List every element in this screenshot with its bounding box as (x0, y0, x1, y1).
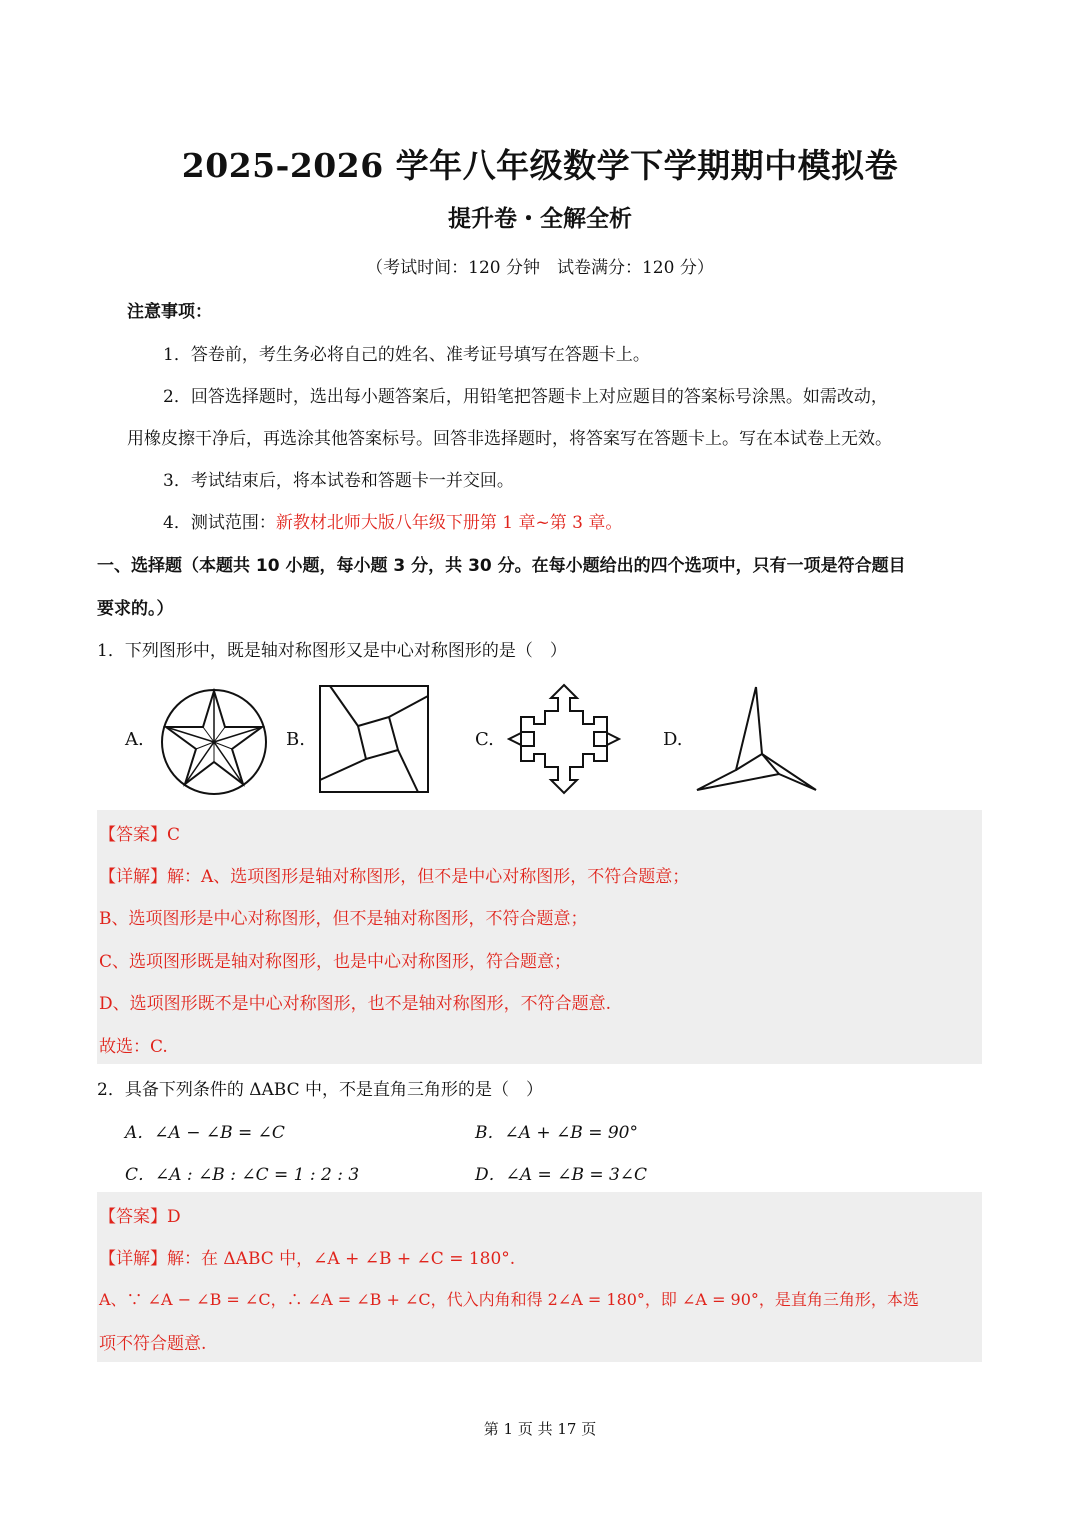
exam-meta: （考试时间：120 分钟 试卷满分：120 分） (366, 258, 714, 278)
q1-option-d-label: D. (663, 729, 683, 750)
page-title: 2025-2026 学年八年级数学下学期期中模拟卷 (181, 146, 899, 185)
q2-option-a: A．∠A − ∠B = ∠C (125, 1123, 285, 1143)
notice-item-4 (163, 508, 622, 533)
q1-option-b-label: B. (286, 729, 305, 750)
q1-option-c-label: C. (475, 729, 494, 750)
q1-detail-line-1 (99, 862, 689, 887)
q2-detail-line-2: A、∵ ∠A − ∠B = ∠C，∴ ∠A = ∠B + ∠C，代入内角和得 2∠A = 180°，即 ∠A = 90°，是直角三角形，本选 (99, 1290, 919, 1309)
q2-answer-panel (97, 1192, 982, 1362)
q1-stem: 1．下列图形中，既是轴对称图形又是中心对称图形的是（ ） (97, 641, 567, 661)
notice-item-3: 3．考试结束后，将本试卷和答题卡一并交回。 (163, 471, 514, 491)
q2-option-d: D．∠A = ∠B = 3∠C (475, 1165, 648, 1185)
q1-detail-line-3: C、选项图形既是轴对称图形，也是中心对称图形，符合题意； (99, 952, 572, 972)
q1-answer-value: C (167, 825, 181, 845)
q2-option-b: B．∠A + ∠B = 90° (475, 1123, 638, 1143)
q2-stem: 2．具备下列条件的 ΔABC 中，不是直角三角形的是（ ） (97, 1080, 543, 1100)
page-number: 第 1 页 共 17 页 (483, 1420, 597, 1438)
q1-option-a-label: A. (125, 729, 144, 750)
scope-label: 4．测试范围： (163, 513, 276, 533)
scope-value: 新教材北师大版八年级下册第 1 章~第 3 章。 (275, 513, 623, 533)
q1-detail-line-2: B、选项图形是中心对称图形，但不是轴对称图形，不符合题意； (99, 909, 588, 929)
q2-answer-tag: 【答案】 (99, 1207, 167, 1227)
q1-figure-b-square-pinwheel (318, 684, 430, 794)
q2-detail-line-3: 项不符合题意. (99, 1334, 207, 1354)
notice-heading: 注意事项： (127, 302, 212, 322)
q2-answer-value: D (167, 1207, 181, 1227)
q1-figure-c-arrow-cross (507, 683, 621, 795)
section-heading-cont: 要求的。） (97, 599, 174, 619)
q2-detail-text-1: 解：在 ΔABC 中，∠A + ∠B + ∠C = 180°. (167, 1249, 516, 1269)
notice-item-2-cont: 用橡皮擦干净后，再选涂其他答案标号。回答非选择题时，将答案写在答题卡上。写在本试卷上无效。 (127, 429, 892, 449)
q2-detail-line-1 (99, 1244, 515, 1269)
q1-detail-text-1: 解：A、选项图形是轴对称图形，但不是中心对称图形，不符合题意； (167, 867, 690, 887)
q1-detail-line-4: D、选项图形既不是中心对称图形，也不是轴对称图形，不符合题意. (99, 994, 612, 1014)
q1-answer-panel (97, 810, 982, 1064)
q2-answer (99, 1202, 181, 1227)
q2-detail-tag: 【详解】 (99, 1249, 167, 1269)
q1-detail-tag: 【详解】 (99, 867, 167, 887)
page-subtitle: 提升卷・全解全析 (448, 206, 632, 232)
q2-option-c: C．∠A : ∠B : ∠C = 1 : 2 : 3 (125, 1165, 360, 1185)
section-heading: 一、选择题（本题共 10 小题，每小题 3 分，共 30 分。在每小题给出的四个选项中，只有一项是符合题目 (97, 556, 906, 576)
q1-answer (99, 820, 180, 845)
q1-figure-d-three-point (694, 684, 820, 794)
q1-figure-a-star-circle (158, 686, 270, 798)
q1-answer-tag: 【答案】 (99, 825, 167, 845)
q1-detail-line-5: 故选：C. (99, 1037, 168, 1057)
notice-item-2: 2．回答选择题时，选出每小题答案后，用铅笔把答题卡上对应题目的答案标号涂黑。如需改动， (163, 387, 888, 407)
notice-item-1: 1．答卷前，考生务必将自己的姓名、准考证号填写在答题卡上。 (163, 345, 650, 365)
